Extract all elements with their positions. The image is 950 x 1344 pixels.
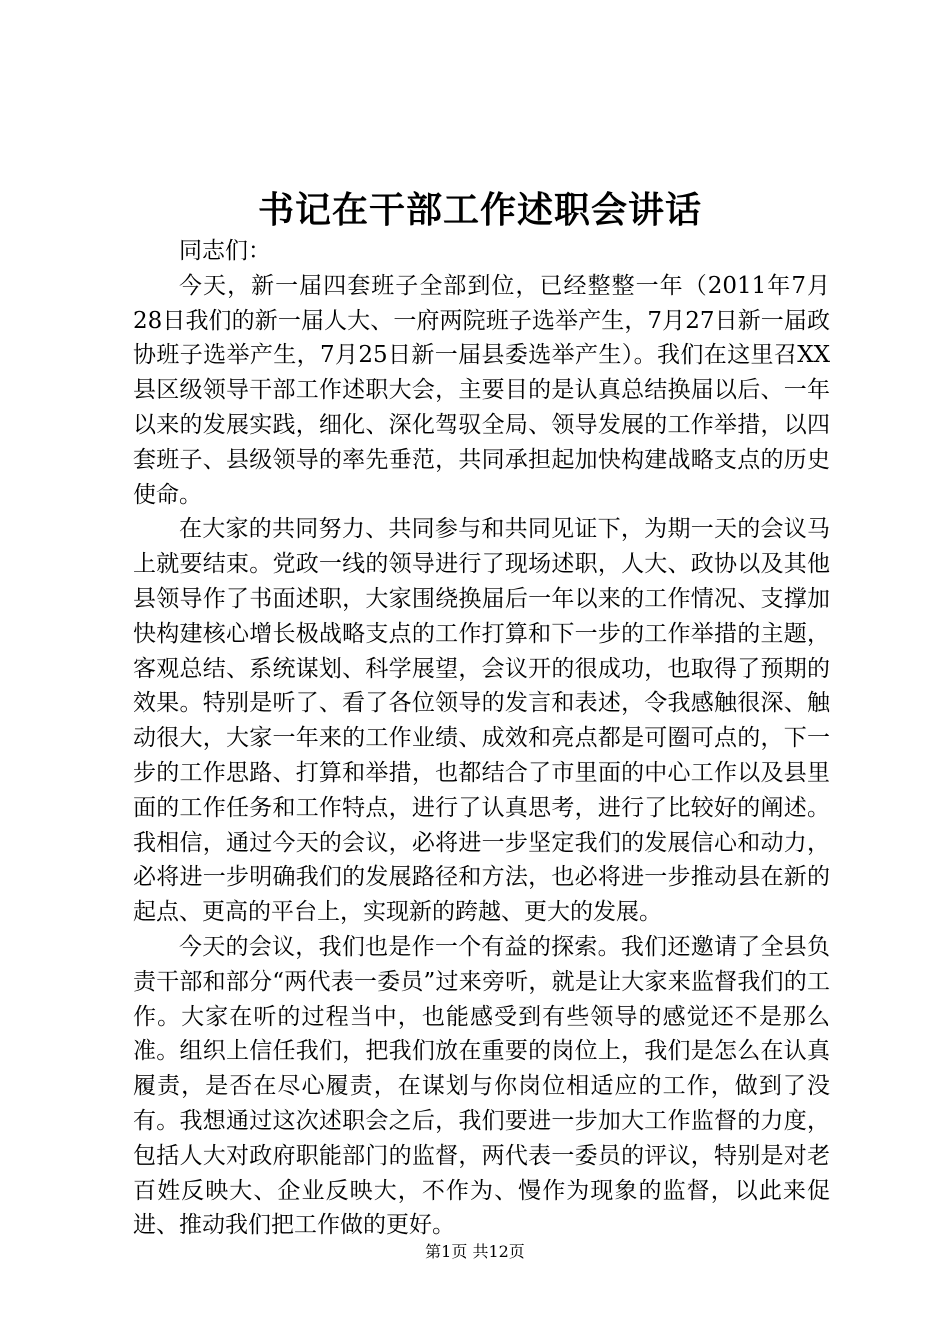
document-title: 书记在干部工作述职会讲话 xyxy=(257,189,702,231)
paragraph: 今天的会议，我们也是作一个有益的探索。我们还邀请了全县负责干部和部分“两代表一委员”过来旁听，就是让大家来监督我们的工作。大家在听的过程当中，也能感受到有些领导的感觉还不是那么准。组织上信任我们，把我们放在重要的岗位上，我们是怎么在认真履责，是否在尽心履责，在谋划与你岗位相适应的工作，做到了没有。我想通过这次述职会之后，我们要进一步加大工作监督的力度，包括人大对政府职能部门的监督，两代表一委员的评议，特别是对老百姓反映大、企业反映大，不作为、慢作为现象的监督，以此来促进、推动我们把工作做的更好。 xyxy=(133,933,830,1239)
paragraph: 今天，新一届四套班子全部到位，已经整整一年（2011年7月28日我们的新一届人大、一府两院班子选举产生，7月27日新一届政协班子选举产生，7月25日新一届县委选举产生）。我们在这里召XX县区级领导干部工作述职大会，主要目的是认真总结换届以后、一年以来的发展实践，细化、深化驾驭全局、领导发展的工作举措，以四套班子、县级领导的率先垂范，共同承担起加快构建战略支点的历史使命。 xyxy=(133,272,830,508)
paragraph: 在大家的共同努力、共同参与和共同见证下，为期一天的会议马上就要结束。党政一线的领导进行了现场述职，人大、政协以及其他县领导作了书面述职，大家围绕换届后一年以来的工作情况、支撑加快构建核心增长极战略支点的工作打算和下一步的工作举措的主题，客观总结、系统谋划、科学展望，会议开的很成功，也取得了预期的效果。特别是听了、看了各位领导的发言和表述，令我感触很深、触动很大，大家一年来的工作业绩、成效和亮点都是可圈可点的，下一步的工作思路、打算和举措，也都结合了市里面的中心工作以及县里面的工作任务和工作特点，进行了认真思考，进行了比较好的阐述。我相信，通过今天的会议，必将进一步坚定我们的发展信心和动力，必将进一步明确我们的发展路径和方法，也必将进一步推动县在新的起点、更高的平台上，实现新的跨越、更大的发展。 xyxy=(133,516,830,926)
salutation: 同志们： xyxy=(179,238,271,264)
page-footer: 第1页 共12页 xyxy=(425,1242,525,1261)
document-body xyxy=(133,234,830,1243)
